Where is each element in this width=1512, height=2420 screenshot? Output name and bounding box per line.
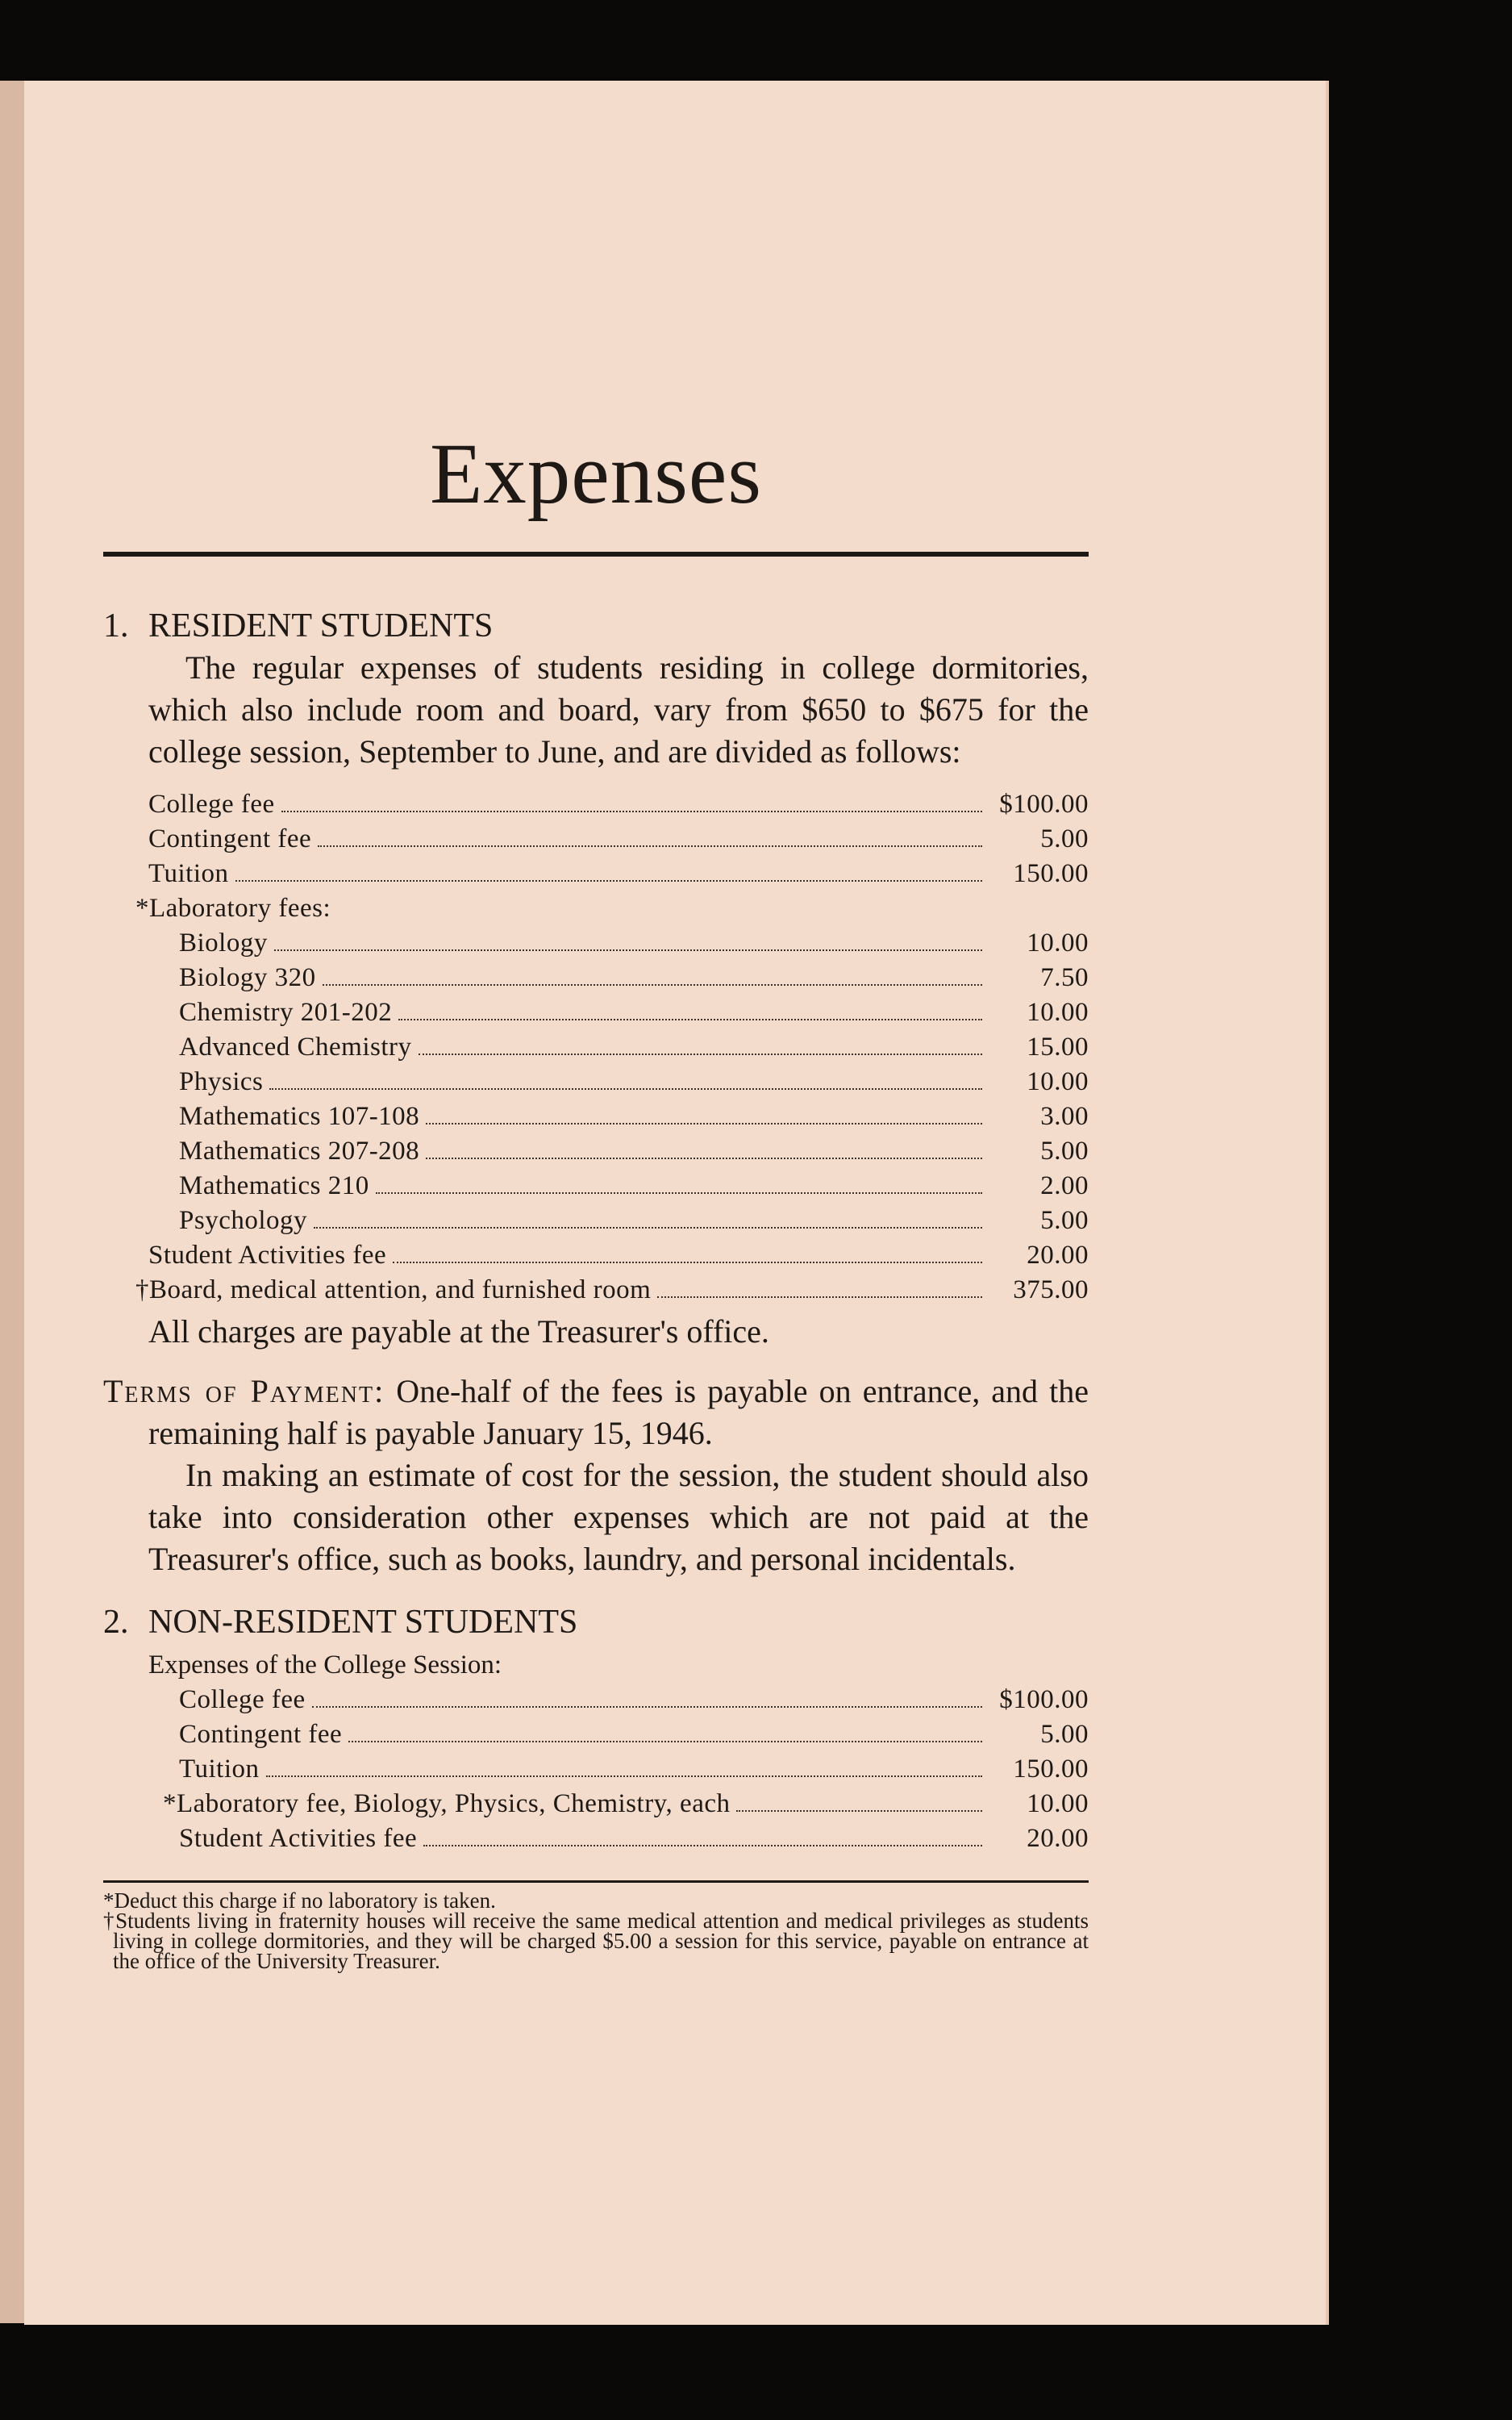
fee-amount: $100.00 — [999, 790, 1089, 819]
lab-fee-row — [103, 1099, 1089, 1134]
fee-row — [103, 787, 1089, 822]
payable-note: All charges are payable at the Treasurer's office. — [148, 1313, 769, 1350]
fee-row — [103, 1273, 1089, 1308]
fee-label: Student Activities fee — [179, 1824, 418, 1853]
fee-label: Advanced Chemistry — [179, 1033, 412, 1062]
section-heading-resident — [103, 605, 1089, 647]
fee-amount: 10.00 — [1027, 928, 1089, 958]
fee-amount: 150.00 — [1013, 1754, 1089, 1784]
lab-fees-heading — [103, 891, 1089, 926]
fee-label: Contingent fee — [179, 1720, 343, 1749]
fee-amount: 5.00 — [1040, 1720, 1089, 1749]
fee-amount: 5.00 — [1040, 824, 1089, 853]
leader-dots — [348, 1741, 982, 1742]
leader-dots — [269, 1088, 982, 1090]
section-title: NON-RESIDENT STUDENTS — [148, 1604, 578, 1641]
fee-amount: 20.00 — [1027, 1241, 1089, 1270]
title-rule — [103, 552, 1089, 557]
fee-label: Biology — [179, 928, 268, 958]
fee-label: †Board, medical attention, and furnished room — [135, 1275, 652, 1304]
fee-row — [103, 1717, 1089, 1752]
leader-dots — [657, 1296, 982, 1298]
session-expenses-label: Expenses of the College Session: — [148, 1650, 502, 1679]
page-title: Expenses — [429, 427, 763, 522]
fee-row — [103, 1683, 1089, 1717]
fee-amount: $100.00 — [999, 1685, 1089, 1714]
lab-fees-label: *Laboratory fees: — [135, 894, 331, 923]
leader-dots — [376, 1192, 982, 1194]
fee-amount: 2.00 — [1040, 1171, 1089, 1200]
fee-label: Contingent fee — [148, 824, 312, 853]
fee-amount: 10.00 — [1027, 998, 1089, 1027]
fee-row — [103, 1752, 1089, 1787]
fee-amount: 10.00 — [1027, 1789, 1089, 1818]
leader-dots — [393, 1262, 982, 1263]
section-title: RESIDENT STUDENTS — [148, 607, 494, 645]
leader-dots — [312, 1706, 982, 1708]
fee-row — [103, 1238, 1089, 1273]
leader-dots — [426, 1123, 982, 1124]
fee-label: Student Activities fee — [148, 1241, 387, 1270]
leader-dots — [266, 1775, 982, 1777]
nonresident-fee-table — [103, 1683, 1089, 1856]
footnote-lab: *Deduct this charge if no laboratory is taken. — [103, 1888, 496, 1913]
left-page-edge — [0, 81, 24, 2323]
book-page — [24, 81, 1329, 2325]
lab-fee-row — [103, 1134, 1089, 1169]
lab-fee-row — [103, 961, 1089, 995]
leader-dots — [281, 811, 982, 812]
fee-amount: 150.00 — [1013, 859, 1089, 888]
fee-label: Mathematics 210 — [179, 1171, 369, 1200]
lab-fee-row — [103, 1169, 1089, 1204]
lab-fee-row — [103, 1030, 1089, 1065]
terms-of-payment — [103, 1371, 1089, 1454]
fee-label: Mathematics 207-208 — [179, 1137, 420, 1166]
section-number: 2. — [103, 1604, 129, 1641]
fee-amount: 10.00 — [1027, 1067, 1089, 1096]
fee-label: Psychology — [179, 1206, 308, 1235]
leader-dots — [423, 1845, 982, 1846]
footnote-rule — [103, 1880, 1089, 1883]
leader-dots — [318, 845, 982, 847]
fee-row — [103, 822, 1089, 857]
fee-amount: 3.00 — [1040, 1102, 1089, 1131]
leader-dots — [314, 1227, 982, 1229]
fee-row — [103, 857, 1089, 891]
estimate-note: In making an estimate of cost for the session, the student should also take into consideration other expenses which are not paid at the Treasurer's office, such as books, laundry, and personal incidentals. — [148, 1457, 1089, 1577]
fee-amount: 375.00 — [1013, 1275, 1089, 1304]
lab-fee-row — [103, 1065, 1089, 1099]
terms-text: One-half of the fees is payable on entrance, and the remaining half is payable January 15, 1946. — [148, 1373, 1089, 1451]
fee-label: Tuition — [148, 859, 229, 888]
lab-fee-row — [103, 926, 1089, 961]
leader-dots — [736, 1810, 982, 1812]
fee-label: College fee — [148, 790, 275, 819]
section-number: 1. — [103, 607, 129, 645]
fee-label: Chemistry 201-202 — [179, 998, 393, 1027]
fee-label: Biology 320 — [179, 963, 316, 992]
fee-amount: 5.00 — [1040, 1206, 1089, 1235]
fee-row — [103, 1787, 1089, 1821]
resident-fee-table — [103, 787, 1089, 1308]
lab-fee-row — [103, 995, 1089, 1030]
fee-label: Physics — [179, 1067, 264, 1096]
leader-dots — [398, 1019, 982, 1020]
footnote-fraternity: †Students living in fraternity houses will receive the same medical attention and medical privileges as students living in college dormitories, and they will be charged $5.00 a session for this service, payable on entrance at the office of the University Treasurer. — [103, 1909, 1089, 1973]
fee-amount: 5.00 — [1040, 1137, 1089, 1166]
leader-dots — [323, 984, 982, 986]
leader-dots — [274, 949, 982, 951]
fee-label: College fee — [179, 1685, 306, 1714]
terms-label: Terms of Payment: — [103, 1373, 385, 1409]
fee-label: Tuition — [179, 1754, 260, 1784]
resident-intro: The regular expenses of students residing in college dormitories, which also include room and board, vary from $650 to $675 for the college session, September to June, and are divided as follows: — [148, 649, 1089, 770]
fee-amount: 15.00 — [1027, 1033, 1089, 1062]
fee-row — [103, 1821, 1089, 1856]
leader-dots — [235, 880, 982, 882]
fee-label: Mathematics 107-108 — [179, 1102, 420, 1131]
section-heading-nonresident — [103, 1601, 1089, 1643]
fee-amount: 20.00 — [1027, 1824, 1089, 1853]
page-content — [103, 343, 1089, 1971]
fee-label: *Laboratory fee, Biology, Physics, Chemistry, each — [163, 1789, 731, 1818]
lab-fee-row — [103, 1204, 1089, 1238]
leader-dots — [419, 1054, 982, 1055]
leader-dots — [426, 1158, 982, 1159]
fee-amount: 7.50 — [1040, 963, 1089, 992]
